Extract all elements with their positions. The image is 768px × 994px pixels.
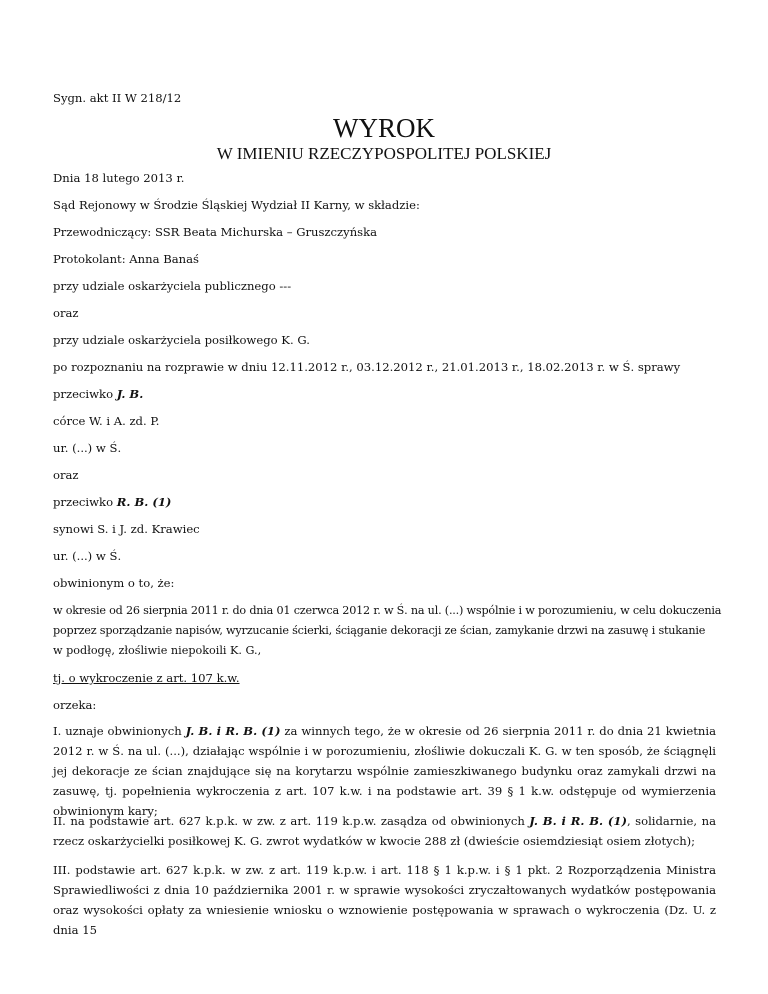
conjunction-text: oraz xyxy=(53,306,79,320)
auxiliary-prosecutor-line: przy udziale oskarżyciela posiłkowego K. G. xyxy=(53,333,310,347)
court-name: Sąd Rejonowy w Środzie Śląskiej Wydział II Karny, w składzie: xyxy=(53,198,420,212)
document-title: WYROK xyxy=(333,113,435,143)
defendant-1-name: J. B. xyxy=(116,387,144,401)
charge-line-2: poprzez sporządzanie napisów, wyrzucanie ścierki, ściąganie dekoracji ze ścian, zamykanie drzwi na zasuwę i stukanie xyxy=(53,624,706,637)
defendant-2-name: R. B. (1) xyxy=(116,495,172,509)
charge-line-3: w podłogę, złośliwie niepokoili K. G., xyxy=(53,644,262,657)
charge-line-1: w okresie od 26 sierpnia 2011 r. do dnia 01 czerwca 2012 r. w Ś. na ul. (...) wspólnie i w porozumieniu, w celu dokuczenia xyxy=(53,604,722,617)
court-clerk: Protokolant: Anna Banaś xyxy=(53,252,199,266)
defendant-2-birth: ur. (...) w Ś. xyxy=(53,549,122,563)
public-prosecutor-line: przy udziale oskarżyciela publicznego --- xyxy=(53,279,292,293)
conjunction-text: oraz xyxy=(53,468,79,482)
rules-label: orzeka: xyxy=(53,698,97,712)
point-2-text-b: , solidarnie, na rzecz oskarżycielki posiłkowej K. G. zwrot wydatków w kwocie 288 zł (dwieście osiemdziesiąt osiem złotych); xyxy=(53,814,716,848)
point-2-text-a: II. na podstawie art. 627 k.p.k. w zw. z art. 119 k.p.w. zasądza od obwinionych xyxy=(53,814,530,828)
defendant-1-parents: córce W. i A. zd. P. xyxy=(53,414,160,428)
document-subtitle: W IMIENIU RZECZYPOSPOLITEJ POLSKIEJ xyxy=(216,144,552,163)
against-text: przeciwko xyxy=(53,495,117,509)
hearing-dates: po rozpoznaniu na rozprawie w dniu 12.11.2012 r., 03.12.2012 r., 21.01.2013 r., 18.02.2013 r. w Ś. sprawy xyxy=(53,360,681,374)
against-text: przeciwko xyxy=(53,387,117,401)
point-1-text-a: I. uznaje obwinionych xyxy=(53,724,186,738)
point-1-text-b: za winnych tego, że w okresie od 26 sierpnia 2011 r. do dnia 21 kwietnia 2012 r. w Ś. na ul. (...), działając wspólnie i w porozumieniu, złośliwie dokuczali K. G. w ten sposób, że ściągnęli jej dekoracje ze ścian znajdujące się na korytarzu wspólnie zamieszkiwanego budynku oraz zamykali drzwi na zasuwę, tj. popełnienia wykroczenia z art. 107 k.w. i na podstawie art. 39 § 1 k.w. odstępuje od wymierzenia obwinionym kary; xyxy=(53,724,716,818)
defendant-1-line xyxy=(53,387,143,402)
defendant-2-line xyxy=(53,495,171,510)
presiding-judge: Przewodniczący: SSR Beata Michurska – Gruszczyńska xyxy=(53,225,378,239)
point-2-names: J. B. i R. B. (1) xyxy=(529,814,627,828)
verdict-point-1 xyxy=(53,721,716,821)
verdict-date: Dnia 18 lutego 2013 r. xyxy=(53,171,185,185)
verdict-point-3: III. podstawie art. 627 k.p.k. w zw. z art. 119 k.p.w. i art. 118 § 1 k.p.w. i § 1 pkt. 2 Rozporządzenia Ministra Sprawiedliwości z dnia 10 października 2001 r. w sprawie wysokości zryczałtowanych wydatków postępowania oraz wysokości opłaty za wniesienie wniosku o wznowienie postępowania w sprawach o wykroczenia (Dz. U. z dnia 15 xyxy=(53,863,716,937)
point-1-names: J. B. i R. B. (1) xyxy=(185,724,281,738)
defendant-2-parents: synowi S. i J. zd. Krawiec xyxy=(53,522,200,536)
case-signature: Sygn. akt II W 218/12 xyxy=(53,91,182,105)
accusation-intro: obwinionym o to, że: xyxy=(53,576,175,590)
offense-qualification: tj. o wykroczenie z art. 107 k.w. xyxy=(53,671,240,685)
verdict-point-2 xyxy=(53,811,716,851)
defendant-1-birth: ur. (...) w Ś. xyxy=(53,441,122,455)
